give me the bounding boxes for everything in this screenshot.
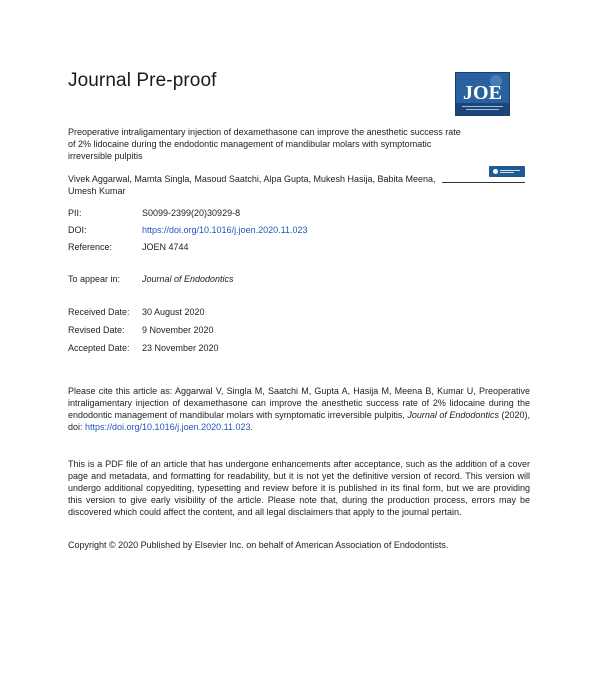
revised-label: Revised Date: (68, 325, 125, 335)
reference-value: JOEN 4744 (142, 242, 189, 252)
crossmark-badge-icon[interactable] (489, 166, 525, 177)
accepted-value: 23 November 2020 (142, 343, 219, 353)
revised-date-row (68, 324, 214, 336)
accepted-date-row (68, 342, 219, 354)
logo-text: JOE (463, 82, 502, 104)
received-label: Received Date: (68, 307, 130, 317)
reference-row (68, 241, 189, 253)
appear-label: To appear in: (68, 274, 121, 284)
citation-prefix: Please cite this article as: Aggarwal V, Singla M, Saatchi M, Gupta A, Hasija M, Meena B, Kumar U, Preoperative intraligamentary injection of dexamethasone can improve the anesthetic success rate of 2% lidocaine during the endodontic management of mandibular molars with symptomatic irreversible pulpitis, (68, 386, 530, 420)
received-value: 30 August 2020 (142, 307, 205, 317)
article-title: Preoperative intraligamentary injection of dexamethasone can improve the anesthetic success rate of 2% lidocaine during the endodontic management of mandibular molars with symptomatic irreversible pulpitis (68, 127, 461, 161)
citation-year-doi: (2020), doi: (68, 410, 530, 432)
copyright-text: Copyright © 2020 Published by Elsevier Inc. on behalf of American Association of Endodontists. (68, 540, 449, 550)
appear-row (68, 273, 234, 285)
pii-value: S0099-2399(20)30929-8 (142, 208, 241, 218)
citation-suffix: . (250, 422, 253, 432)
accepted-label: Accepted Date: (68, 343, 130, 353)
revised-value: 9 November 2020 (142, 325, 214, 335)
doi-link[interactable]: https://doi.org/10.1016/j.joen.2020.11.023 (142, 225, 308, 235)
page-title: Journal Pre-proof (68, 70, 217, 91)
doi-row (68, 224, 307, 236)
appear-value: Journal of Endodontics (142, 274, 234, 284)
pii-label: PII: (68, 208, 82, 218)
notice-paragraph: This is a PDF file of an article that has undergone enhancements after acceptance, such as the addition of a cover page and metadata, and formatting for readability, but it is not yet the definitive version of record. This version will undergo additional copyediting, typesetting and review before it is published in its final form, but we are providing this version to give early visibility of the article. Please note that, during the production process, errors may be discovered which could affect the content, and all legal disclaimers that apply to the journal pertain. (68, 459, 530, 517)
citation-doi-link[interactable]: https://doi.org/10.1016/j.joen.2020.11.023 (85, 422, 251, 432)
doi-label: DOI: (68, 225, 87, 235)
journal-logo-icon (455, 72, 510, 116)
divider (442, 182, 525, 183)
received-date-row (68, 306, 205, 318)
citation-journal: Journal of Endodontics (407, 410, 499, 420)
reference-label: Reference: (68, 242, 113, 252)
article-authors: Vivek Aggarwal, Mamta Singla, Masoud Saatchi, Alpa Gupta, Mukesh Hasija, Babita Meena, Umesh Kumar (68, 174, 436, 196)
pii-row (68, 207, 240, 219)
citation-paragraph (68, 385, 530, 433)
